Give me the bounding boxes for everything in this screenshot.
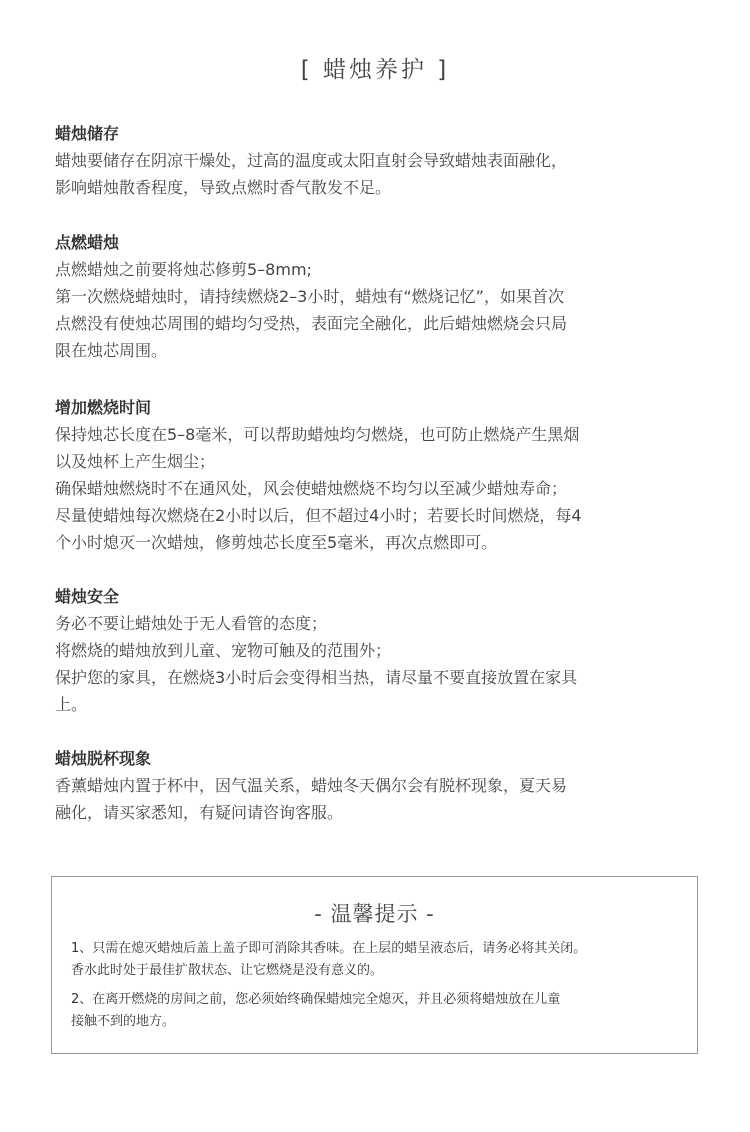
section-text-line: 点燃没有使烛芯周围的蜡均匀受热，表面完全融化，此后蜡烛燃烧会只局: [55, 314, 568, 333]
section-burn-time: [55, 394, 705, 556]
section-text-line: 影响蜡烛散香程度，导致点燃时香气散发不足。: [55, 178, 392, 197]
tip-item: [71, 989, 686, 1033]
section-text-line: 尽量使蜡烛每次燃烧在2小时以后，但不超过4小时；若要长时间燃烧，每4: [55, 506, 582, 525]
section-text-line: 以及烛杯上产生烟尘；: [55, 452, 216, 471]
section-heading: 蜡烛安全: [55, 587, 120, 606]
tip-text-line: 2、在离开燃烧的房间之前，您必须始终确保蜡烛完全熄灭，并且必须将蜡烛放在儿童: [71, 992, 561, 1007]
section-text-line: 保持烛芯长度在5–8毫米，可以帮助蜡烛均匀燃烧，也可防止燃烧产生黑烟: [55, 425, 580, 444]
section-candle-safety: [55, 583, 705, 718]
section-lighting-candle: [55, 229, 705, 364]
tips-box: [51, 876, 698, 1054]
tip-item: [71, 938, 686, 982]
section-cup-separation: [55, 745, 705, 826]
page-title: [ 蜡烛养护 ]: [300, 57, 450, 83]
section-text-line: 确保蜡烛燃烧时不在通风处，风会使蜡烛燃烧不均匀以至减少蜡烛寿命；: [55, 479, 568, 498]
section-text-line: 第一次燃烧蜡烛时，请持续燃烧2–3小时，蜡烛有“燃烧记忆”，如果首次: [55, 287, 564, 306]
section-text-line: 保护您的家具，在燃烧3小时后会变得相当热，请尽量不要直接放置在家具: [55, 668, 578, 687]
tips-title: - 温馨提示 -: [314, 902, 435, 926]
section-heading: 点燃蜡烛: [55, 233, 120, 252]
section-text-line: 蜡烛要储存在阴凉干燥处，过高的温度或太阳直射会导致蜡烛表面融化，: [55, 151, 568, 170]
section-text-line: 点燃蜡烛之前要将烛芯修剪5–8mm;: [55, 260, 312, 279]
section-text-line: 个小时熄灭一次蜡烛，修剪烛芯长度至5毫米，再次点燃即可。: [55, 533, 498, 552]
section-text-line: 香薰蜡烛内置于杯中，因气温关系，蜡烛冬天偶尔会有脱杯现象，夏天易: [55, 776, 568, 795]
section-heading: 蜡烛脱杯现象: [55, 749, 152, 768]
tip-text-line: 香水此时处于最佳扩散状态、让它燃烧是没有意义的。: [71, 963, 384, 978]
section-candle-storage: [55, 120, 705, 201]
section-heading: 蜡烛储存: [55, 124, 120, 143]
section-text-line: 将燃烧的蜡烛放到儿童、宠物可触及的范围外；: [55, 641, 392, 660]
tip-text-line: 接触不到的地方。: [71, 1014, 176, 1029]
section-heading: 增加燃烧时间: [55, 398, 152, 417]
section-text-line: 融化，请买家悉知，有疑问请咨询客服。: [55, 803, 344, 822]
section-text-line: 务必不要让蜡烛处于无人看管的态度；: [55, 614, 328, 633]
section-text-line: 上。: [55, 695, 88, 714]
tip-text-line: 1、只需在熄灭蜡烛后盖上盖子即可消除其香味。在上层的蜡呈液态后，请务必将其关闭。: [71, 941, 587, 956]
section-text-line: 限在烛芯周围。: [55, 341, 168, 360]
